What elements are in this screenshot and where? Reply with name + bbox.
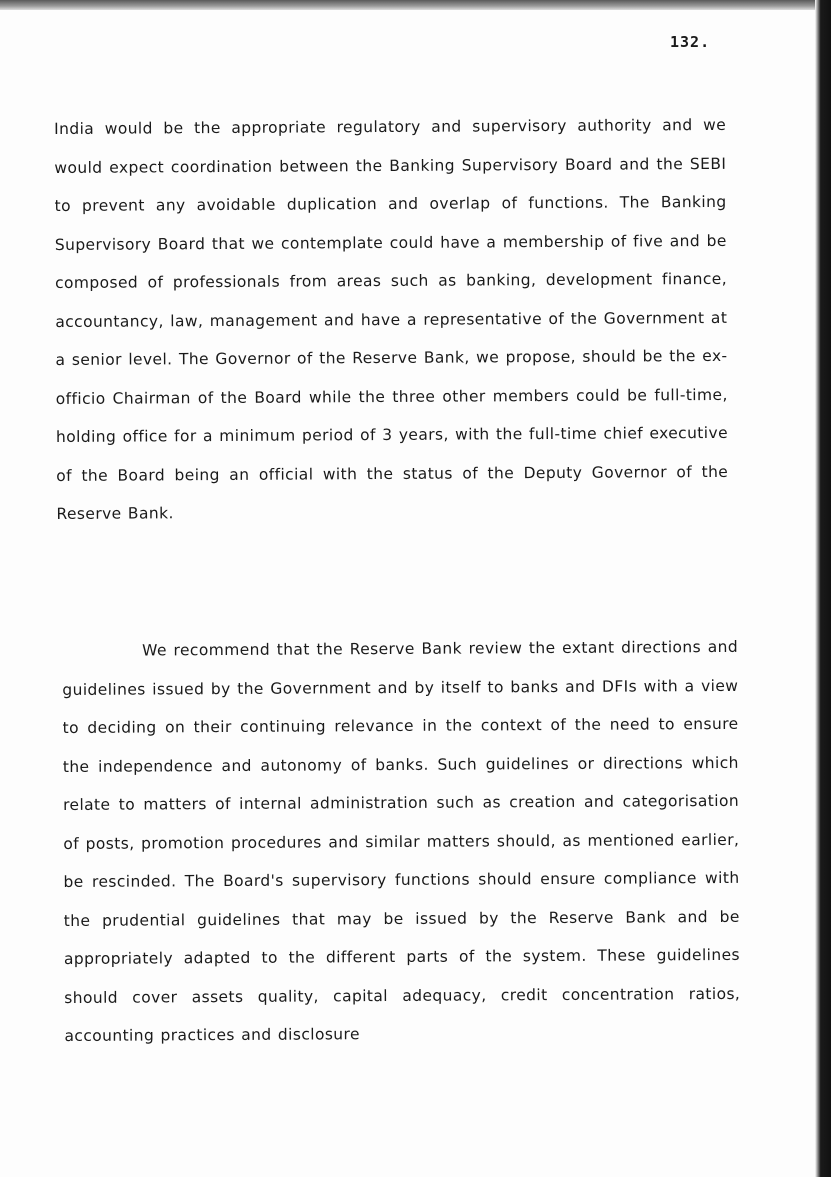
scan-top-edge — [0, 0, 831, 10]
paragraph-2: We recommend that the Reserve Bank review the extant directions and guidelines issued by the Government and by itself to banks and DFIs with a view to deciding on their continuing relevance in the context of the need to ensure the independence and autonomy of banks. Such guidelines or directions which relate to matters of internal administration such as creation and categorisation of posts, promotion procedures and similar matters should, as mentioned earlier, be rescinded. The Board's supervisory functions should ensure compliance with the prudential guidelines that may be issued by the Reserve Bank and be appropriately adapted to the different parts of the system. These guidelines should cover assets quality, capital adequacy, credit concentration ratios, accounting practices and disclosure — [62, 637, 741, 1045]
paragraph-1: India would be the appropriate regulatory and supervisory authority and we would expect coordination between the Banking Supervisory Board and the SEBI to prevent any avoidable duplication and overlap of functions. The Banking Supervisory Board that we contemplate could have a membership of five and be composed of professionals from areas such as banking, development finance, accountancy, law, management and have a representative of the Government at a senior level. The Governor of the Reserve Bank, we propose, should be the ex-officio Chairman of the Board while the three other members could be full-time, holding office for a minimum period of 3 years, with the full-time chief executive of the Board being an official with the status of the Deputy Governor of the Reserve Bank. — [54, 115, 729, 523]
page-number: 132. — [670, 33, 711, 51]
scan-right-edge — [815, 0, 831, 1177]
